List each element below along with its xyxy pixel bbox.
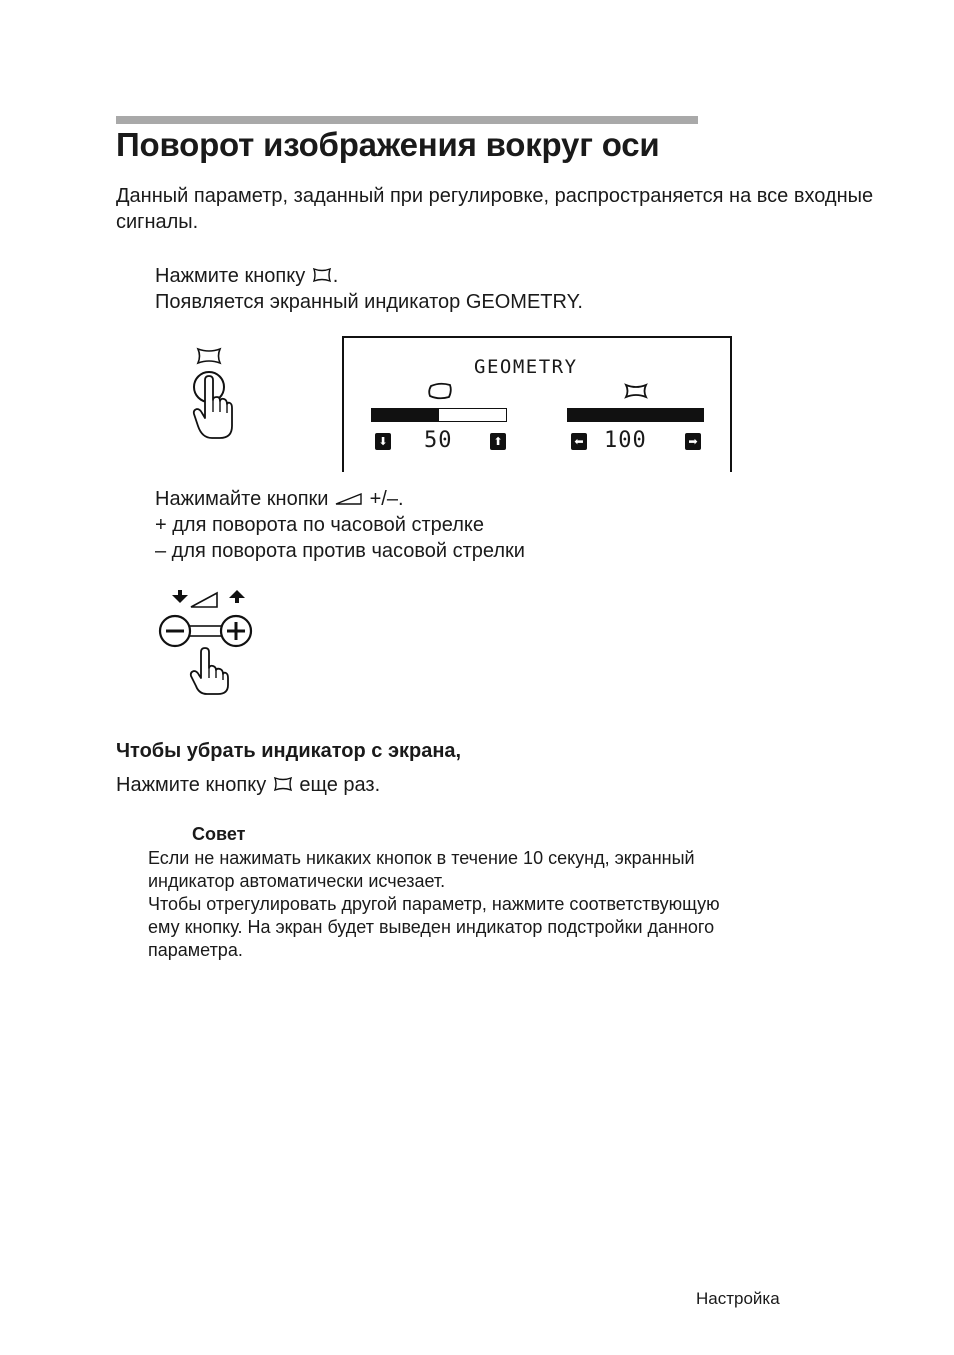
- rotation-level-bar: [371, 408, 507, 422]
- heading-rule: [116, 116, 698, 124]
- tip-line: ему кнопку. На экран будет выведен индикатор подстройки данного: [148, 917, 715, 937]
- remove-indicator-line: Нажмите кнопку еще раз.: [116, 774, 381, 796]
- adjust-triangle-icon: [334, 492, 364, 506]
- tip-line: Если не нажимать никаких кнопок в течение 10 секунд, экранный: [148, 848, 695, 868]
- remove-indicator-heading: Чтобы убрать индикатор с экрана,: [116, 740, 462, 762]
- tip-text: [148, 847, 720, 962]
- geometry-button-icon: [311, 267, 333, 283]
- osd-title: GEOMETRY: [474, 356, 578, 378]
- page-footer-section: Настройка: [696, 1289, 780, 1308]
- step2-line3: – для поворота против часовой стрелки: [155, 540, 525, 562]
- triangle-icon: [191, 593, 217, 607]
- tip-line: параметра.: [148, 940, 243, 960]
- pincushion-icon: [622, 382, 650, 400]
- tip-heading: Совет: [192, 824, 246, 844]
- intro-text: Данный параметр, заданный при регулировке, распространяется на все входные сигналы.: [116, 185, 874, 233]
- pincushion-value: 100: [604, 428, 647, 453]
- geometry-button-icon-2: [272, 776, 294, 792]
- step1-line1: Нажмите кнопку .: [155, 265, 339, 287]
- arrow-left-icon: ⬅: [571, 433, 587, 450]
- geometry-button-illustration: [186, 346, 246, 446]
- rotation-icon: [426, 382, 454, 400]
- pincushion-level-fill: [568, 409, 703, 421]
- arrow-right-icon: ➡: [685, 433, 701, 450]
- step2-line1: Нажимайте кнопки +/–.: [155, 488, 404, 510]
- page-title: Поворот изображения вокруг оси: [116, 126, 660, 163]
- small-up-arrow-icon: [229, 590, 245, 603]
- pincushion-level-bar: [567, 408, 704, 422]
- geometry-label-icon: [198, 349, 220, 363]
- plus-minus-button-illustration: [155, 588, 260, 698]
- osd-geometry-panel: [342, 336, 732, 472]
- tip-line: Чтобы отрегулировать другой параметр, нажмите соответствующую: [148, 894, 720, 914]
- tip-line: индикатор автоматически исчезает.: [148, 871, 446, 891]
- step2-line2: + для поворота по часовой стрелке: [155, 514, 485, 536]
- arrow-down-icon: ⬇: [375, 433, 391, 450]
- arrow-up-icon: ⬆: [490, 433, 506, 450]
- rotation-level-fill: [372, 409, 439, 421]
- step1-line2: Появляется экранный индикатор GEOMETRY.: [155, 291, 583, 313]
- rotation-value: 50: [424, 428, 453, 453]
